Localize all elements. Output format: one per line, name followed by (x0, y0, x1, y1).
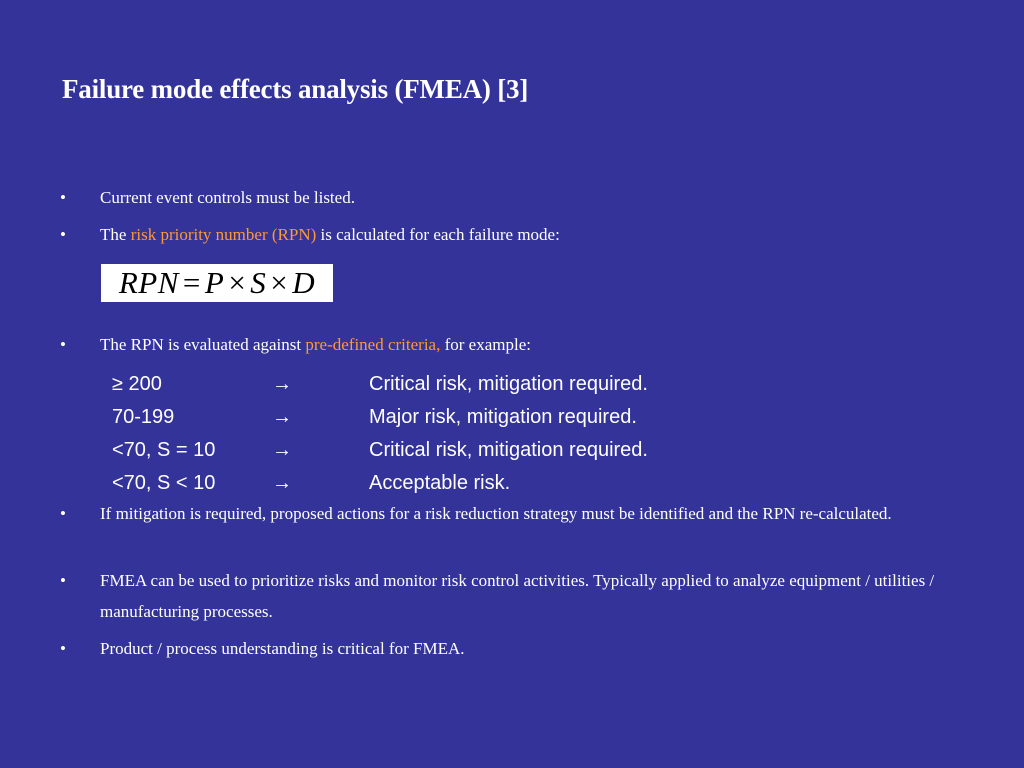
right-arrow-icon: → (272, 373, 292, 395)
bullet-text: If mitigation is required, proposed actions for a risk reduction strategy must be identified and the RPN re-calculated. (100, 504, 892, 523)
highlight-term: pre-defined criteria, (305, 335, 441, 354)
text-before: The (100, 225, 131, 244)
text-after: for example: (440, 335, 531, 354)
bullet-marker: • (60, 571, 66, 590)
criteria-result: Acceptable risk. (369, 472, 511, 494)
formula-times-2: × (270, 265, 289, 300)
criteria-result: Critical risk, mitigation required. (369, 373, 648, 395)
formula-s: S (250, 265, 267, 300)
right-arrow-icon: → (272, 439, 292, 461)
text-before: The RPN is evaluated against (100, 335, 306, 354)
bullet-text: Product / process understanding is critical for FMEA. (100, 639, 465, 658)
criteria-condition: 70-199 (112, 406, 175, 428)
rpn-formula (101, 264, 333, 302)
bullet-text (100, 219, 970, 250)
formula-p: P (204, 265, 225, 300)
criteria-result: Critical risk, mitigation required. (369, 439, 648, 461)
bullet-marker: • (60, 225, 66, 244)
bullet-text (100, 329, 970, 360)
bullet-marker: • (60, 335, 66, 354)
criteria-condition: <70, S = 10 (112, 439, 216, 461)
bullet-marker: • (60, 188, 66, 207)
bullet-text: FMEA can be used to prioritize risks and monitor risk control activities. Typically applied to analyze equipment / utilities / manufacturing processes. (100, 571, 935, 621)
right-arrow-icon: → (272, 406, 292, 428)
right-arrow-icon: → (272, 472, 292, 494)
bullet-marker: • (60, 504, 66, 523)
formula-lhs: RPN (118, 265, 179, 300)
criteria-result: Major risk, mitigation required. (369, 406, 637, 428)
text-after: is calculated for each failure mode: (316, 225, 560, 244)
formula-times-1: × (228, 265, 247, 300)
criteria-condition: <70, S < 10 (112, 472, 216, 494)
bullet-text: Current event controls must be listed. (100, 188, 355, 207)
highlight-term: risk priority number (RPN) (130, 225, 317, 244)
slide-title: Failure mode effects analysis (FMEA) [3] (62, 74, 529, 104)
formula-equals: = (182, 265, 201, 300)
criteria-condition: ≥ 200 (112, 373, 162, 395)
formula-d: D (292, 265, 316, 300)
bullet-marker: • (60, 639, 66, 658)
